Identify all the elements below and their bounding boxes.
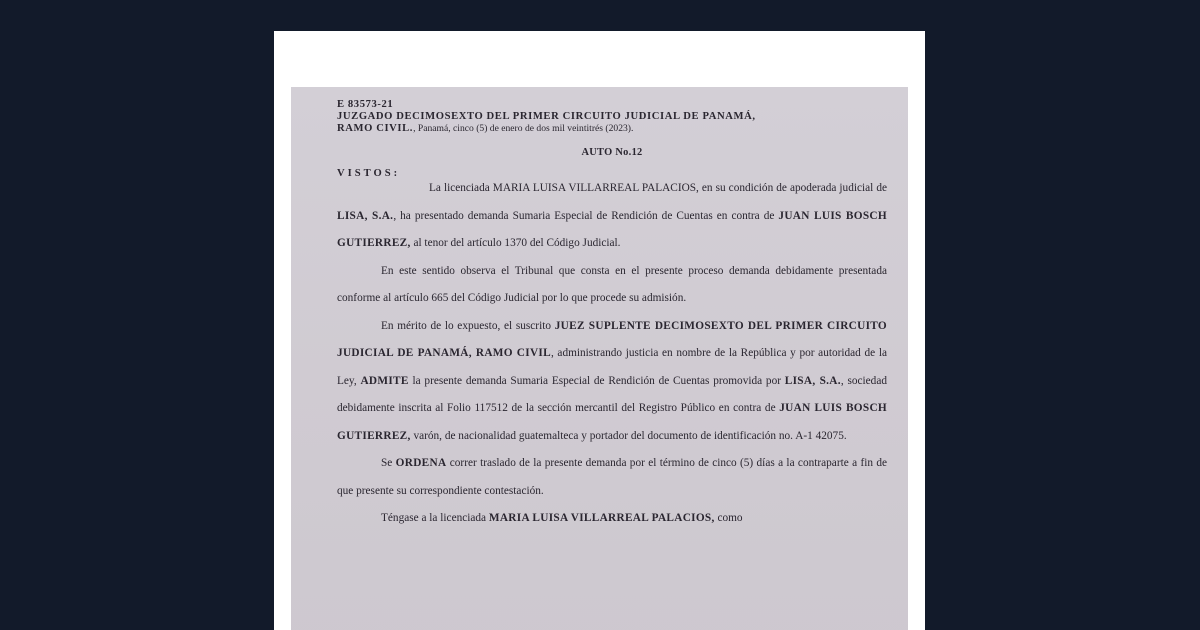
document-header (337, 99, 887, 135)
paragraph-1: La licenciada MARIA LUISA VILLARREAL PALACIOS, en su condición de apoderada judicial de LISA, S.A., ha presentado demanda Sumaria Especial de Rendición de Cuentas en contra de JUAN LUIS BOSCH GUTIERREZ, al tenor del artículo 1370 del Código Judicial. (337, 182, 887, 249)
paragraph-2: En este sentido observa el Tribunal que consta en el presente proceso demanda debidamente presentada conforme al artículo 665 del Código Judicial por lo que procede su admisión. (337, 264, 887, 304)
image-card (274, 31, 925, 630)
auto-title: AUTO No.12 (581, 147, 643, 158)
document-photo (291, 87, 908, 630)
vistos-heading: VISTOS: (337, 168, 401, 179)
court-document (337, 99, 887, 533)
court-name: JUZGADO DECIMOSEXTO DEL PRIMER CIRCUITO JUDICIAL DE PANAMÁ, (337, 111, 756, 122)
court-branch: RAMO CIVIL. (337, 123, 414, 134)
paragraph-4: Se ORDENA correr traslado de la presente demanda por el término de cinco (5) días a la contraparte a fin de que presente su correspondiente contestación. (337, 457, 888, 497)
paragraph-5: Téngase a la licenciada MARIA LUISA VILLARREAL PALACIOS, como (381, 512, 743, 524)
document-date: , Panamá, cinco (5) de enero de dos mil veintitrés (2023). (413, 123, 634, 134)
case-number: E 83573-21 (337, 99, 394, 110)
paragraph-3: En mérito de lo expuesto, el suscrito JUEZ SUPLENTE DECIMOSEXTO DEL PRIMER CIRCUITO JUDICIAL DE PANAMÁ, RAMO CIVIL, administrando justicia en nombre de la República y por autoridad de la Ley, ADMITE la presente demanda Sumaria Especial de Rendición de Cuentas promovida por LISA, S.A., sociedad debidamente inscrita al Folio 117512 de la sección mercantil del Registro Público en contra de JUAN LUIS BOSCH GUTIERREZ, varón, de nacionalidad guatemalteca y portador del documento de identificación no. A-1 42075. (337, 319, 887, 442)
